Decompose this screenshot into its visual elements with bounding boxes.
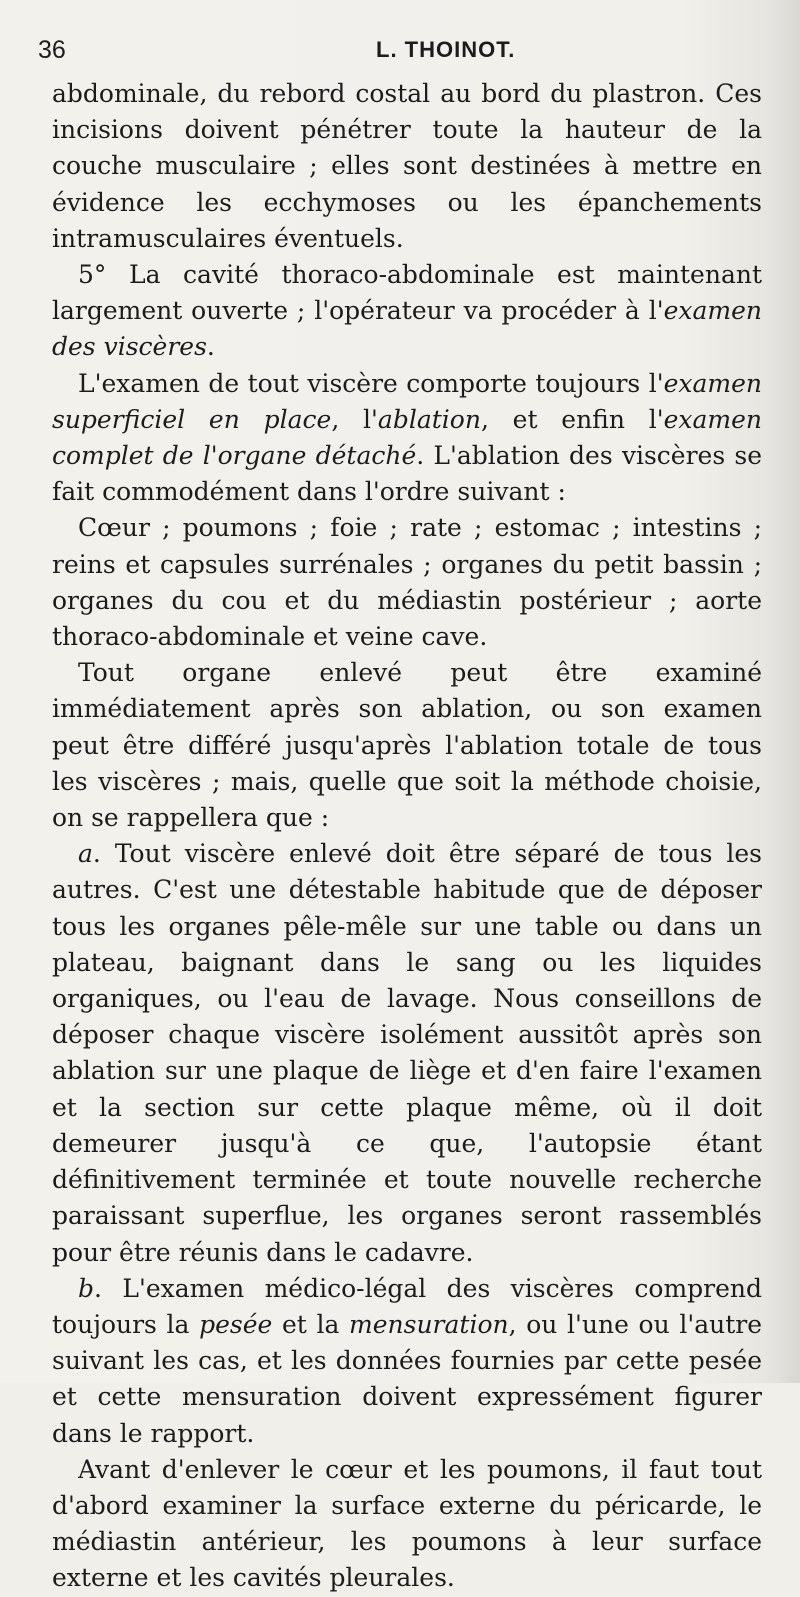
italic-text: pesée <box>199 1309 273 1339</box>
paragraph <box>52 510 762 655</box>
italic-text: examen des viscères <box>52 296 762 362</box>
paragraph <box>52 655 762 836</box>
paragraph-text: . <box>206 332 215 362</box>
paragraph <box>52 1271 762 1452</box>
page-number: 36 <box>38 36 66 64</box>
paragraph <box>52 836 762 1270</box>
paragraph <box>52 366 762 511</box>
paragraph-text: Tout organe enlevé peut être examiné immédiatement après son ablation, ou son examen peut être différé jusqu'après l'ablation totale de tous les viscères ; mais, quelle que soit la méthode choisie, on se rappellera que : <box>52 658 762 833</box>
italic-text: b <box>78 1273 95 1303</box>
paragraph-text: . L'examen médico-légal des viscères comprend toujours la <box>52 1273 762 1339</box>
page-header <box>38 34 758 70</box>
paragraph <box>52 257 762 366</box>
paragraph-text: , l' <box>331 404 378 434</box>
paragraph-text: 5° La cavité thoraco-abdominale est maintenant largement ouverte ; l'opérateur va procéder à l' <box>52 260 762 326</box>
italic-text: ablation <box>377 404 481 434</box>
paragraph <box>52 76 762 257</box>
paragraph-text: , ou l'une ou l'autre suivant les cas, et les données fournies par cette pesée et cette mensuration doivent expressément figurer dans le rapport. <box>52 1309 762 1448</box>
paragraph <box>52 1452 762 1597</box>
paragraph-text: Avant d'enlever le cœur et les poumons, il faut tout d'abord examiner la surface externe du péricarde, le médiastin antérieur, les poumons à leur surface externe et les cavités pleurales. <box>52 1454 762 1593</box>
italic-text: mensuration <box>349 1309 509 1339</box>
paragraph-text: , et enfin l' <box>480 404 664 434</box>
italic-text: a <box>78 839 93 869</box>
italic-text: examen complet de l'organe détaché <box>52 404 763 471</box>
running-head: L. THOINOT. <box>376 37 516 62</box>
paragraph-text: et la <box>272 1309 350 1339</box>
paragraph-text: . Tout viscère enlevé doit être séparé de tous les autres. C'est une détestable habitude que de déposer tous les organes pêle-mêle sur une table ou dans un plateau, baignant dans le sang ou les liquides organiques, ou l'eau de lavage. Nous conseillons de déposer chaque viscère isolément aussitôt après son ablation sur une plaque de liège et d'en faire l'examen et la section sur cette plaque même, où il doit demeurer jusqu'à ce que, l'autopsie étant définitivement terminée et toute nouvelle recherche paraissant superflue, les organes seront rassemblés pour être réunis dans le cadavre. <box>52 839 762 1267</box>
paragraph-text: L'examen de tout viscère comporte toujours l' <box>78 368 664 398</box>
italic-text: examen superficiel en place <box>52 368 762 434</box>
paragraph-text: Cœur ; poumons ; foie ; rate ; estomac ; intestins ; reins et capsules surrénales ; organes du petit bassin ; organes du cou et du médiastin postérieur ; aorte thoraco-abdominale et veine cave. <box>52 513 762 652</box>
body-text <box>52 76 762 1597</box>
paragraph-text: . L'ablation des viscères se fait commodément dans l'ordre suivant : <box>52 441 762 507</box>
paragraph-text: abdominale, du rebord costal au bord du plastron. Ces incisions doivent pénétrer toute la hauteur de la couche musculaire ; elles sont destinées à mettre en évidence les ecchymoses ou les épanchements intramusculaires éventuels. <box>52 79 762 253</box>
